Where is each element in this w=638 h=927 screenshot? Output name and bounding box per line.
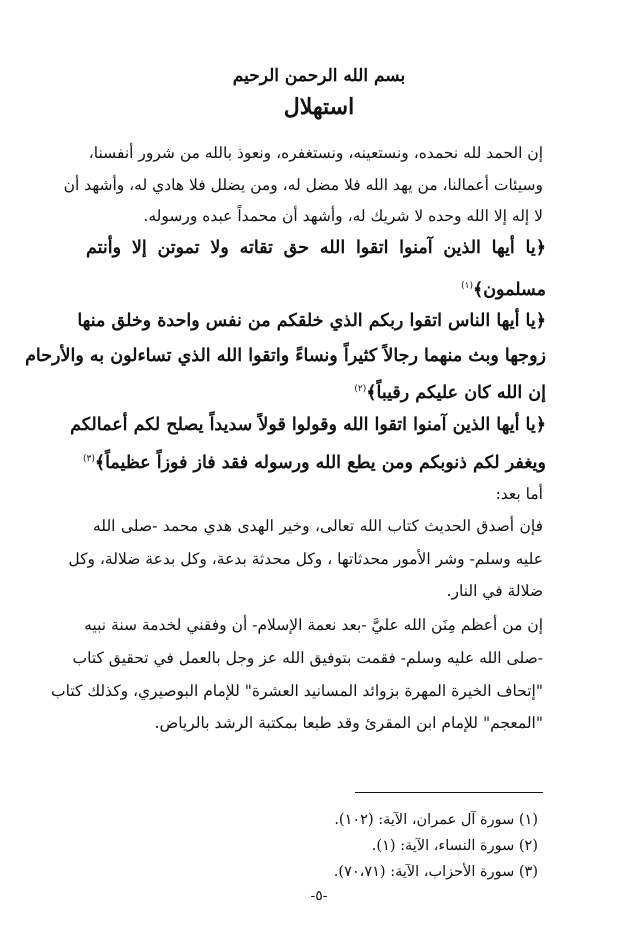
footnote: (٢) سورة النساء، الآية: (١). (371, 838, 538, 854)
text-line: أما بعد: (495, 485, 543, 503)
quran-verse-line (82, 448, 546, 474)
footnote: (٣) سورة الأحزاب، الآية: (٧٠،٧١). (333, 864, 538, 880)
quran-verse-text: إن الله كان عليكم رقيباً﴾ (366, 382, 546, 403)
text-line: عليه وسلم- وشر الأمور محدثاتها ، وكل محدثة بدعة، وكل بدعة ضلالة، وكل (68, 550, 543, 568)
page-number: -٥- (310, 888, 328, 904)
text-line: -صلى الله عليه وسلم- فقمت بتوفيق الله عز وجل بالعمل في تحقيق كتاب (72, 649, 543, 667)
footnote-ref: (٣) (82, 454, 95, 464)
text-line: "المعجم" للإمام ابن المقرئ وقد طبعا بمكتبة الرشد بالرياض. (154, 714, 543, 732)
text-line: إن من أعظم مِنَن الله عليَّ -بعد نعمة الإسلام- أن وفقني لخدمة سنة نبيه (84, 616, 543, 634)
quran-verse-text: مسلمون﴾ (472, 279, 546, 300)
page-title: استهلال (283, 94, 355, 120)
quran-verse-line: ﴿يا أيها الذين آمنوا اتقوا الله حق تقاته ولا تموتن إلا وأنتم (86, 238, 546, 258)
basmala: بسم الله الرحمن الرحيم (232, 66, 406, 86)
text-line: فإن أصدق الحديث كتاب الله تعالى، وخير الهدى هدي محمد -صلى الله (93, 517, 543, 535)
quran-verse-line: ﴿يا أيها الذين آمنوا اتقوا الله وقولوا قولاً سديداً يصلح لكم أعمالكم (70, 415, 546, 435)
quran-verse-line: زوجها وبث منهما رجالاً كثيراً ونساءً واتقوا الله الذي تساءلون به والأرحام (25, 346, 546, 366)
quran-verse-line (86, 378, 546, 404)
footnote-ref: (٢) (354, 384, 367, 394)
text-line: وسيئات أعمالنا، من يهد الله فلا مضل له، ومن يضلل فلا هادي له، وأشهد أن (63, 176, 543, 194)
text-line: "إتحاف الخيرة المهرة بزوائد المسانيد العشرة" للإمام البوصيري، وكذلك كتاب (51, 682, 543, 700)
quran-verse-text: ويغفر لكم ذنوبكم ومن يطع الله ورسوله فقد فاز فوزاً عظيماً﴾ (94, 452, 546, 473)
footnote: (١) سورة آل عمران، الآية: (١٠٢). (334, 812, 538, 828)
text-line: لا إله إلا الله وحده لا شريك له، وأشهد أن محمداً عبده ورسوله. (143, 207, 543, 225)
quran-verse-line: ﴿يا أيها الناس اتقوا ربكم الذي خلقكم من نفس واحدة وخلق منها (77, 311, 546, 331)
quran-verse-line (86, 275, 546, 301)
text-line: ضلالة في النار. (446, 582, 543, 600)
text-line: إن الحمد لله نحمده، ونستعينه، ونستغفره، ونعوذ بالله من شرور أنفسنا، (88, 144, 543, 162)
footnote-ref: (١) (461, 281, 473, 291)
footnote-divider (355, 792, 543, 793)
